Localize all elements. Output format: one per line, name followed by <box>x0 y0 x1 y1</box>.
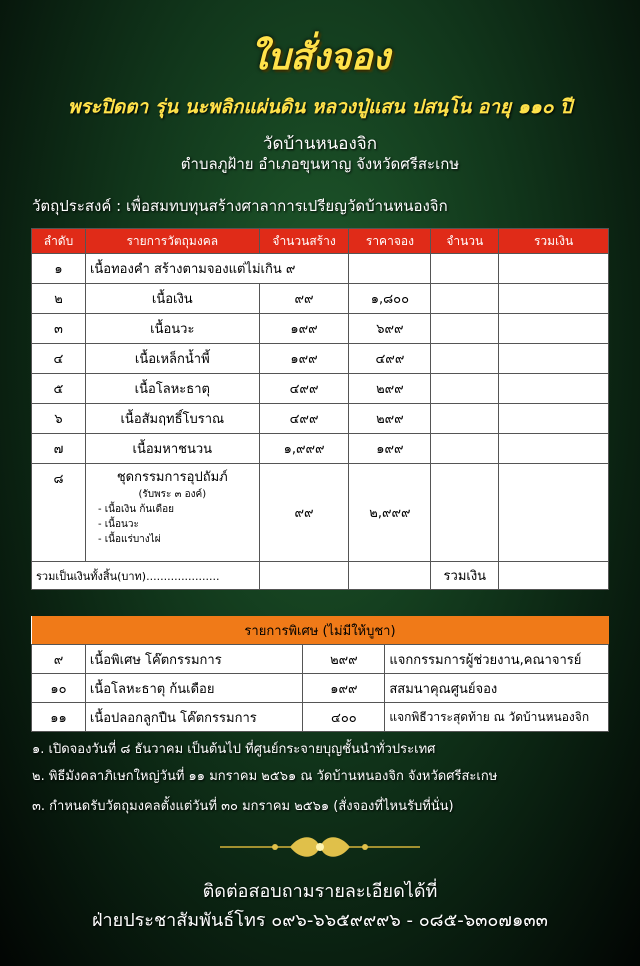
row-price: ๔๙๙ <box>349 344 431 374</box>
special-row-name: เนื้อโลหะธาตุ ก้นเดือย <box>85 674 303 703</box>
order-table <box>31 228 609 590</box>
row-quantity: ๙๙ <box>259 464 349 562</box>
set-item: - เนื้อแร่บางไผ่ <box>97 534 161 545</box>
total-row <box>32 562 609 590</box>
row-item-name: เนื้อโลหะธาตุ <box>85 374 259 404</box>
grand-total-label: รวมเป็นเงินทั้งสิ้น(บาท)..................... <box>32 562 260 590</box>
row-item-name: เนื้อมหาชนวน <box>85 434 259 464</box>
row-no: ๘ <box>32 464 86 562</box>
special-row-no: ๙ <box>32 645 86 674</box>
table-row <box>32 254 609 284</box>
row-quantity: ๔๙๙ <box>259 374 349 404</box>
total-empty-cell <box>349 562 431 590</box>
special-row-no: ๑๐ <box>32 674 86 703</box>
row-total-input[interactable] <box>499 314 609 344</box>
contact-phones: ฝ่ายประชาสัมพันธ์โทร ๐๙๖-๖๖๕๙๙๙๖ - ๐๘๕-๖๓๐๗๑๓๓ <box>92 910 548 931</box>
row-quantity: ๙๙ <box>259 284 349 314</box>
total-sum-label: รวมเงิน <box>431 562 499 590</box>
row-quantity: ๔๙๙ <box>259 404 349 434</box>
special-row <box>32 703 609 732</box>
row-item-name: เนื้อเหล็กน้ำพี้ <box>85 344 259 374</box>
col-header-item: รายการวัตถุมงคล <box>85 229 259 254</box>
col-header-price: ราคาจอง <box>349 229 431 254</box>
contact-heading: ติดต่อสอบถามรายละเอียดได้ที่ <box>202 881 438 902</box>
row-price <box>349 254 431 284</box>
col-header-amount: จำนวน <box>431 229 499 254</box>
row-price: ๒๙๙ <box>349 374 431 404</box>
row-price: ๑๙๙ <box>349 434 431 464</box>
row-amount-input[interactable] <box>431 284 499 314</box>
row-quantity: ๑๙๙ <box>259 344 349 374</box>
special-row-name: เนื้อปลอกลูกปืน โค๊ตกรรมการ <box>85 703 303 732</box>
row-total-input[interactable] <box>499 254 609 284</box>
row-item-name: เนื้อเงิน <box>85 284 259 314</box>
special-row-note: แจกกรรมการผู้ช่วยงาน,คณาจารย์ <box>385 645 609 674</box>
special-row-quantity: ๒๙๙ <box>303 645 385 674</box>
row-item-name: เนื้อสัมฤทธิ์โบราณ <box>85 404 259 434</box>
row-price: ๑,๘๐๐ <box>349 284 431 314</box>
total-empty-cell <box>259 562 349 590</box>
special-row-note: สสมนาคุณศูนย์จอง <box>385 674 609 703</box>
row-amount-input[interactable] <box>431 374 499 404</box>
special-row-note: แจกพิธีวาระสุดท้าย ณ วัดบ้านหนองจิก <box>385 703 609 732</box>
row-total-input[interactable] <box>499 374 609 404</box>
temple-name: วัดบ้านหนองจิก <box>262 134 378 154</box>
table-row <box>32 284 609 314</box>
row-amount-input[interactable] <box>431 314 499 344</box>
special-row-quantity: ๑๙๙ <box>303 674 385 703</box>
row-total-input[interactable] <box>499 434 609 464</box>
grand-total-input[interactable] <box>499 562 609 590</box>
special-row <box>32 645 609 674</box>
row-amount-input[interactable] <box>431 254 499 284</box>
purpose-text: วัตถุประสงค์ : เพื่อสมทบทุนสร้างศาลาการเปรียญวัดบ้านหนองจิก <box>32 197 448 215</box>
note-item: ๑. เปิดจองวันที่ ๘ ธันวาคม เป็นต้นไป ที่ศูนย์กระจายบุญชั้นนำทั่วประเทศ <box>32 742 436 757</box>
special-table-header: รายการพิเศษ (ไม่มีให้บูชา) <box>32 616 609 645</box>
set-item: - เนื้อเงิน ก้นเดือย <box>97 504 174 515</box>
row-item-name: เนื้อนวะ <box>85 314 259 344</box>
row-amount-input[interactable] <box>431 434 499 464</box>
row-no: ๗ <box>32 434 86 464</box>
row-no: ๔ <box>32 344 86 374</box>
row-total-input[interactable] <box>499 344 609 374</box>
special-row-no: ๑๑ <box>32 703 86 732</box>
col-header-total: รวมเงิน <box>499 229 609 254</box>
set-subtitle: (รับพระ ๓ องค์) <box>138 489 207 500</box>
col-header-quantity-made: จำนวนสร้าง <box>259 229 349 254</box>
row-amount-input[interactable] <box>431 464 499 562</box>
row-quantity: ๑๙๙ <box>259 314 349 344</box>
row-total-input[interactable] <box>499 284 609 314</box>
row-no: ๖ <box>32 404 86 434</box>
table-row <box>32 404 609 434</box>
committee-set-details <box>85 464 259 562</box>
note-item: ๓. กำหนดรับวัตถุมงคลตั้งแต่วันที่ ๓๐ มกราคม ๒๕๖๑ (สั่งจองที่ไหนรับที่นั่น) <box>32 799 454 814</box>
special-items-table <box>31 616 609 732</box>
table-row <box>32 344 609 374</box>
row-quantity: ๑,๙๙๙ <box>259 434 349 464</box>
row-price: ๒๙๙ <box>349 404 431 434</box>
row-price: ๒,๙๙๙ <box>349 464 431 562</box>
row-no: ๕ <box>32 374 86 404</box>
page-title: ใบสั่งจอง <box>249 37 391 78</box>
table-header-row <box>32 229 609 254</box>
row-no: ๑ <box>32 254 86 284</box>
temple-address: ตำบลภูฝ้าย อำเภอขุนหาญ จังหวัดศรีสะเกษ <box>180 155 460 173</box>
special-row-name: เนื้อพิเศษ โค๊ตกรรมการ <box>85 645 303 674</box>
row-amount-input[interactable] <box>431 404 499 434</box>
committee-set-row <box>32 464 609 562</box>
amulet-subtitle: พระปิดตา รุ่น นะพลิกแผ่นดิน หลวงปู่แสน ปสนฺโน อายุ ๑๑๐ ปี <box>67 96 573 118</box>
note-item: ๒. พิธีมังคลาภิเษกใหญ่วันที่ ๑๑ มกราคม ๒๕๖๑ ณ วัดบ้านหนองจิก จังหวัดศรีสะเกษ <box>32 769 498 784</box>
special-header-row <box>32 616 609 645</box>
row-total-input[interactable] <box>499 404 609 434</box>
table-row <box>32 314 609 344</box>
row-total-input[interactable] <box>499 464 609 562</box>
table-row <box>32 434 609 464</box>
col-header-no: ลำดับ <box>32 229 86 254</box>
row-amount-input[interactable] <box>431 344 499 374</box>
special-row-quantity: ๔๐๐ <box>303 703 385 732</box>
table-row <box>32 374 609 404</box>
row-item-name: เนื้อทองคำ สร้างตามจองแต่ไม่เกิน ๙ <box>85 254 349 284</box>
special-row <box>32 674 609 703</box>
set-title: ชุดกรรมการอุปถัมภ์ <box>116 470 228 485</box>
row-no: ๓ <box>32 314 86 344</box>
set-item: - เนื้อนวะ <box>97 519 139 530</box>
gold-ornament-icon <box>220 832 420 862</box>
row-price: ๖๙๙ <box>349 314 431 344</box>
row-no: ๒ <box>32 284 86 314</box>
